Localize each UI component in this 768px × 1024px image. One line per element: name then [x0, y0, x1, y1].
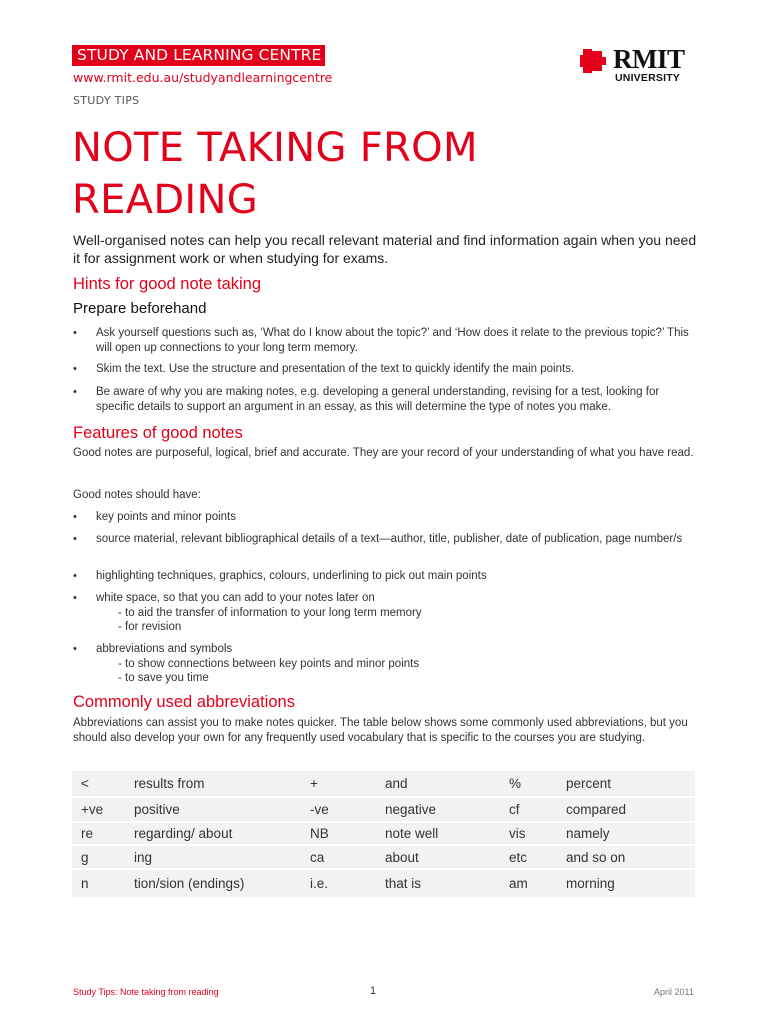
- table-cell: +ve: [72, 797, 125, 822]
- footer-date: April 2011: [654, 987, 694, 997]
- centre-label: STUDY AND LEARNING CENTRE: [72, 45, 325, 66]
- sub-point: - to show connections between key points and minor points: [118, 657, 420, 670]
- table-cell: that is: [376, 869, 500, 898]
- bullet-icon: •: [73, 643, 77, 655]
- table-cell: and: [376, 771, 500, 797]
- table-cell: n: [72, 869, 125, 898]
- table-cell: results from: [125, 771, 301, 797]
- title-line-1: NOTE TAKING FROM: [72, 125, 478, 171]
- table-cell: ca: [301, 845, 376, 869]
- table-cell: note well: [376, 822, 500, 845]
- hints-heading: Hints for good note taking: [73, 275, 262, 293]
- list-item: • Ask yourself questions such as, ‘What do I know about the topic?’ and ‘How does it relate to the previous topic?’ This will open up connections to your long term memory.: [73, 327, 689, 354]
- table-cell: i.e.: [301, 869, 376, 898]
- table-cell: etc: [500, 845, 557, 869]
- features-paragraph: Good notes are purposeful, logical, brief and accurate. They are your record of your understanding of what you have read.: [73, 447, 694, 459]
- features-heading: Features of good notes: [73, 424, 243, 442]
- rmit-logo: [580, 44, 700, 86]
- table-row: [72, 822, 695, 845]
- table-cell: vis: [500, 822, 557, 845]
- table-cell: namely: [557, 822, 695, 845]
- abbreviations-table: [72, 771, 695, 899]
- table-cell: tion/sion (endings): [125, 869, 301, 898]
- abbreviations-heading: Commonly used abbreviations: [73, 693, 295, 711]
- table-cell: -ve: [301, 797, 376, 822]
- centre-url-link[interactable]: www.rmit.edu.au/studyandlearningcentre: [73, 70, 333, 85]
- bullet-icon: •: [73, 386, 77, 398]
- logo-name: RMIT: [613, 44, 685, 74]
- table-cell: +: [301, 771, 376, 797]
- table-cell: re: [72, 822, 125, 845]
- prepare-subheading: Prepare beforehand: [73, 300, 207, 317]
- list-item: • highlighting techniques, graphics, colours, underlining to pick out main points: [73, 570, 487, 582]
- list-item: • source material, relevant bibliographical details of a text—author, title, publisher, date of publication, page number/s: [73, 533, 683, 545]
- table-cell: morning: [557, 869, 695, 898]
- bullet-icon: •: [73, 511, 77, 523]
- sub-point: - to save you time: [118, 672, 209, 684]
- table-row: [72, 845, 695, 869]
- rmit-pixel-logo-icon: [580, 48, 606, 74]
- title-line-2: READING: [72, 177, 259, 223]
- bullet-icon: •: [73, 533, 77, 545]
- table-cell: about: [376, 845, 500, 869]
- bullet-icon: •: [73, 570, 77, 582]
- list-item: • key points and minor points: [73, 511, 236, 523]
- abbreviations-paragraph: Abbreviations can assist you to make notes quicker. The table below shows some commonly used abbreviations, but you should also develop your own for any frequently used vocabulary that is specific to the courses you are studying.: [73, 717, 688, 744]
- table-cell: <: [72, 771, 125, 797]
- list-item: • white space, so that you can add to your notes later on - to aid the transfer of information to your long term memory - for revision: [73, 591, 698, 635]
- list-item: • Skim the text. Use the structure and presentation of the text to quickly identify the main points.: [73, 363, 575, 375]
- doc-type-label: STUDY TIPS: [73, 94, 140, 107]
- table-row: [72, 869, 695, 898]
- list-item: • abbreviations and symbols - to show connections between key points and minor points - to save you time: [73, 642, 698, 686]
- table-cell: percent: [557, 771, 695, 797]
- page-title: [72, 122, 692, 226]
- footer-title: Study Tips: Note taking from reading: [73, 987, 219, 997]
- table-row: [72, 797, 695, 822]
- sub-point: - for revision: [118, 621, 182, 633]
- table-cell: NB: [301, 822, 376, 845]
- table-cell: and so on: [557, 845, 695, 869]
- bullet-icon: •: [73, 592, 77, 604]
- bullet-icon: •: [73, 363, 77, 375]
- table-cell: compared: [557, 797, 695, 822]
- table-row: [72, 771, 695, 797]
- table-cell: positive: [125, 797, 301, 822]
- features-lead-in: Good notes should have:: [73, 489, 201, 501]
- bullet-icon: •: [73, 327, 77, 339]
- list-item: • Be aware of why you are making notes, e.g. developing a general understanding, revising for a test, looking for specific details to support an argument in an essay, as this will determine the type of notes you make.: [73, 386, 660, 413]
- intro-paragraph: Well-organised notes can help you recall relevant material and find information again when you need it for assignment work or when studying for exams.: [73, 232, 697, 266]
- table-cell: %: [500, 771, 557, 797]
- table-cell: g: [72, 845, 125, 869]
- table-cell: cf: [500, 797, 557, 822]
- logo-sub: UNIVERSITY: [615, 72, 681, 84]
- table-cell: regarding/ about: [125, 822, 301, 845]
- page-number: 1: [370, 985, 377, 997]
- table-cell: negative: [376, 797, 500, 822]
- table-cell: am: [500, 869, 557, 898]
- table-cell: ing: [125, 845, 301, 869]
- sub-point: - to aid the transfer of information to your long term memory: [118, 606, 422, 619]
